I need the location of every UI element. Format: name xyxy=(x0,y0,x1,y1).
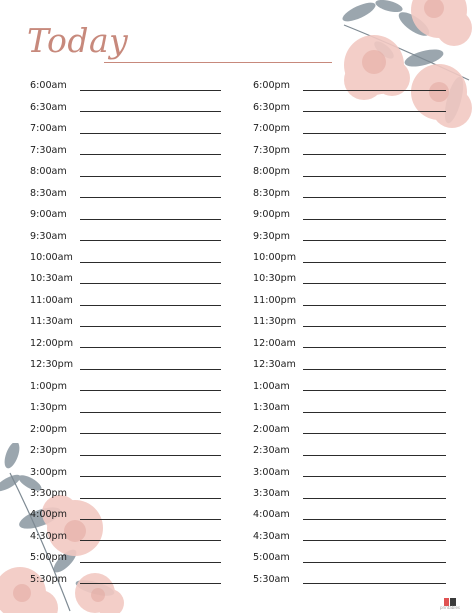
time-label: 12:30pm xyxy=(30,359,74,371)
time-label: 11:30pm xyxy=(253,316,297,328)
logo-text: printables xyxy=(439,605,460,610)
time-slot-row xyxy=(30,462,221,478)
time-label: 3:30am xyxy=(253,487,290,499)
write-in-line[interactable] xyxy=(80,197,221,198)
write-in-line[interactable] xyxy=(80,540,221,541)
write-in-line[interactable] xyxy=(303,347,446,348)
time-slot-row xyxy=(253,162,446,178)
time-label: 11:00pm xyxy=(253,294,297,306)
time-slot-row xyxy=(30,484,221,500)
write-in-line[interactable] xyxy=(303,219,446,220)
write-in-line[interactable] xyxy=(303,412,446,413)
page-title: Today xyxy=(27,21,129,60)
write-in-line[interactable] xyxy=(303,111,446,112)
time-slot-row xyxy=(253,140,446,156)
write-in-line[interactable] xyxy=(303,262,446,263)
time-label: 8:30am xyxy=(30,187,67,199)
time-slot-row xyxy=(30,183,221,199)
write-in-line[interactable] xyxy=(303,90,446,91)
time-label: 12:00am xyxy=(253,337,296,349)
time-label: 7:00pm xyxy=(253,123,290,135)
time-label: 1:00am xyxy=(253,380,290,392)
time-slot-row xyxy=(30,376,221,392)
time-label: 2:00am xyxy=(253,423,290,435)
time-label: 9:30am xyxy=(30,230,67,242)
time-slot-row xyxy=(253,569,446,585)
time-slot-row xyxy=(253,291,446,307)
write-in-line[interactable] xyxy=(303,476,446,477)
time-slot-row xyxy=(253,183,446,199)
write-in-line[interactable] xyxy=(80,498,221,499)
write-in-line[interactable] xyxy=(80,390,221,391)
time-slot-row xyxy=(253,505,446,521)
time-label: 4:30am xyxy=(253,530,290,542)
time-slot-row xyxy=(253,269,446,285)
write-in-line[interactable] xyxy=(80,283,221,284)
time-slot-row xyxy=(30,162,221,178)
time-slot-row xyxy=(253,205,446,221)
time-label: 11:00am xyxy=(30,294,73,306)
time-slot-row xyxy=(253,312,446,328)
time-label: 1:30am xyxy=(253,402,290,414)
write-in-line[interactable] xyxy=(80,326,221,327)
title-write-line[interactable] xyxy=(104,62,332,63)
time-label: 3:30pm xyxy=(30,487,67,499)
time-label: 2:30am xyxy=(253,445,290,457)
write-in-line[interactable] xyxy=(303,283,446,284)
time-label: 8:30pm xyxy=(253,187,290,199)
time-slot-row xyxy=(253,119,446,135)
time-label: 7:30pm xyxy=(253,144,290,156)
write-in-line[interactable] xyxy=(303,197,446,198)
time-slot-row xyxy=(30,419,221,435)
time-label: 1:30pm xyxy=(30,402,67,414)
write-in-line[interactable] xyxy=(303,433,446,434)
time-slot-row xyxy=(30,398,221,414)
time-slot-row xyxy=(253,484,446,500)
time-label: 1:00pm xyxy=(30,380,67,392)
time-label: 4:00am xyxy=(253,509,290,521)
write-in-line[interactable] xyxy=(80,240,221,241)
time-slot-row xyxy=(253,548,446,564)
time-slot-row xyxy=(253,376,446,392)
time-label: 10:00am xyxy=(30,252,73,263)
time-label: 5:00pm xyxy=(30,552,67,564)
write-in-line[interactable] xyxy=(303,540,446,541)
time-label: 6:30am xyxy=(30,101,67,113)
time-label: 7:30am xyxy=(30,144,67,156)
write-in-line[interactable] xyxy=(303,305,446,306)
write-in-line[interactable] xyxy=(80,562,221,563)
time-slot-row xyxy=(30,269,221,285)
time-label: 4:00pm xyxy=(30,509,67,521)
write-in-line[interactable] xyxy=(303,498,446,499)
time-label: 2:30pm xyxy=(30,445,67,457)
time-slot-row xyxy=(30,548,221,564)
write-in-line[interactable] xyxy=(80,519,221,520)
write-in-line[interactable] xyxy=(80,90,221,91)
time-label: 10:30am xyxy=(30,273,73,285)
time-slot-row xyxy=(30,569,221,585)
time-label: 6:00pm xyxy=(253,80,290,92)
write-in-line[interactable] xyxy=(80,583,221,584)
write-in-line[interactable] xyxy=(303,583,446,584)
time-label: 5:30am xyxy=(253,573,290,585)
time-label: 7:00am xyxy=(30,123,67,135)
time-label: 5:00am xyxy=(253,552,290,564)
time-slot-row xyxy=(30,226,221,242)
write-in-line[interactable] xyxy=(80,412,221,413)
time-slot-row xyxy=(253,333,446,349)
write-in-line[interactable] xyxy=(303,176,446,177)
time-label: 4:30pm xyxy=(30,530,67,542)
time-slot-row xyxy=(253,441,446,457)
write-in-line[interactable] xyxy=(303,455,446,456)
time-slot-row xyxy=(30,97,221,113)
time-slot-row xyxy=(253,248,446,264)
time-slot-row xyxy=(30,441,221,457)
time-slot-row xyxy=(253,226,446,242)
time-label: 3:00am xyxy=(253,466,290,478)
write-in-line[interactable] xyxy=(80,262,221,263)
time-label: 3:00pm xyxy=(30,466,67,478)
time-slot-row xyxy=(253,526,446,542)
write-in-line[interactable] xyxy=(303,519,446,520)
write-in-line[interactable] xyxy=(80,219,221,220)
write-in-line[interactable] xyxy=(80,176,221,177)
time-slot-row xyxy=(253,419,446,435)
time-slot-row xyxy=(30,119,221,135)
time-slot-row xyxy=(30,291,221,307)
write-in-line[interactable] xyxy=(80,369,221,370)
write-in-line[interactable] xyxy=(80,305,221,306)
write-in-line[interactable] xyxy=(80,133,221,134)
time-slot-row xyxy=(30,312,221,328)
time-slot-row xyxy=(253,76,446,92)
write-in-line[interactable] xyxy=(303,240,446,241)
write-in-line[interactable] xyxy=(80,433,221,434)
time-label: 11:30am xyxy=(30,316,73,328)
time-slot-row xyxy=(30,76,221,92)
time-slot-row xyxy=(30,140,221,156)
time-label: 12:00pm xyxy=(30,337,74,349)
time-slot-row xyxy=(253,355,446,371)
time-label: 10:30pm xyxy=(253,273,297,285)
time-label: 12:30am xyxy=(253,359,296,371)
time-label: 9:00am xyxy=(30,209,67,221)
time-label: 8:00am xyxy=(30,166,67,178)
time-label: 6:00am xyxy=(30,80,67,92)
write-in-line[interactable] xyxy=(80,476,221,477)
time-label: 6:30pm xyxy=(253,101,290,113)
write-in-line[interactable] xyxy=(303,154,446,155)
time-label: 10:00pm xyxy=(253,252,297,263)
time-label: 9:30pm xyxy=(253,230,290,242)
time-slot-row xyxy=(30,526,221,542)
write-in-line[interactable] xyxy=(80,455,221,456)
time-label: 5:30pm xyxy=(30,573,67,585)
time-slot-row xyxy=(30,355,221,371)
time-slot-row xyxy=(253,462,446,478)
time-slot-row xyxy=(30,505,221,521)
time-label: 8:00pm xyxy=(253,166,290,178)
time-slot-row xyxy=(253,398,446,414)
time-slot-row xyxy=(30,248,221,264)
write-in-line[interactable] xyxy=(303,390,446,391)
printables-logo xyxy=(440,598,460,610)
write-in-line[interactable] xyxy=(80,111,221,112)
write-in-line[interactable] xyxy=(80,154,221,155)
time-slot-row xyxy=(253,97,446,113)
write-in-line[interactable] xyxy=(303,326,446,327)
time-slot-row xyxy=(30,333,221,349)
time-slot-row xyxy=(30,205,221,221)
time-label: 9:00pm xyxy=(253,209,290,221)
write-in-line[interactable] xyxy=(303,133,446,134)
time-label: 2:00pm xyxy=(30,423,67,435)
write-in-line[interactable] xyxy=(303,369,446,370)
write-in-line[interactable] xyxy=(303,562,446,563)
write-in-line[interactable] xyxy=(80,347,221,348)
